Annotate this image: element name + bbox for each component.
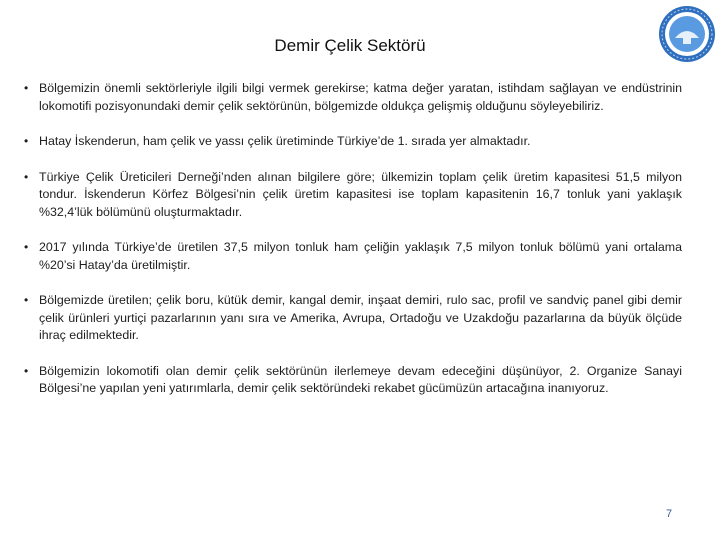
list-item [24,239,682,274]
bullet-marker: • [24,134,29,148]
list-item [24,133,682,151]
chamber-logo [657,4,717,64]
bullet-text: Bölgemizin önemli sektörleriyle ilgili bilgi vermek gerekirse; katma değer yaratan, istihdam sağlayan ve endüstrinin lokomotifi pozisyonundaki demir çelik sektörünün, bölgemizde oldukça gelişmiş olduğunu söyleyebiliriz. [39,81,682,113]
page-title: Demir Çelik Sektörü [274,36,426,55]
bullet-text: Türkiye Çelik Üreticileri Derneği’nden alınan bilgilere göre; ülkemizin toplam çelik üretim kapasitesi 51,5 milyon tondur. İskenderun Körfez Bölgesi’nin çelik üretim kapasitesi ise toplam kapasitenin 16,7 tonluk yani yaklaşık %32,4’lük bölümünü oluşturmaktadır. [39,169,682,219]
bullet-marker: • [24,240,29,254]
list-item [24,363,682,398]
page-number: 7 [666,508,673,520]
bullet-marker: • [24,81,29,95]
list-item [24,169,682,222]
bullet-list [24,80,682,398]
list-item [24,292,682,345]
bullet-marker: • [24,169,29,184]
list-item [24,80,682,115]
bullet-text: Bölgemizde üretilen; çelik boru, kütük demir, kangal demir, inşaat demiri, rulo sac, profil ve sandviç panel gibi demir çelik ürünleri yurtiçi pazarlarının yanı sıra ve Amerika, Avrupa, Ortadoğu ve Uzakdoğu pazarlarına da büyük ölçüde ihraç edilmektedir. [39,293,682,342]
bullet-text: Bölgemizin lokomotifi olan demir çelik sektörünün ilerlemeye devam edeceğini düşünüyor, 2. Organize Sanayi Bölgesi’ne yapılan yeni yatırımlarla, demir çelik sektöründeki rekabet gücümüzün artacağına inanıyoruz. [39,363,682,395]
bullet-text: 2017 yılında Türkiye’de üretilen 37,5 milyon tonluk ham çeliğin yaklaşık 7,5 milyon tonluk bölümü yani ortalama %20’si Hatay’da üretilmiştir. [39,240,682,272]
bullet-marker: • [24,363,29,378]
chamber-seal-icon [657,4,717,64]
bullet-text: Hatay İskenderun, ham çelik ve yassı çelik üretiminde Türkiye’de 1. sırada yer almaktadır. [39,134,531,148]
bullet-marker: • [24,293,29,307]
